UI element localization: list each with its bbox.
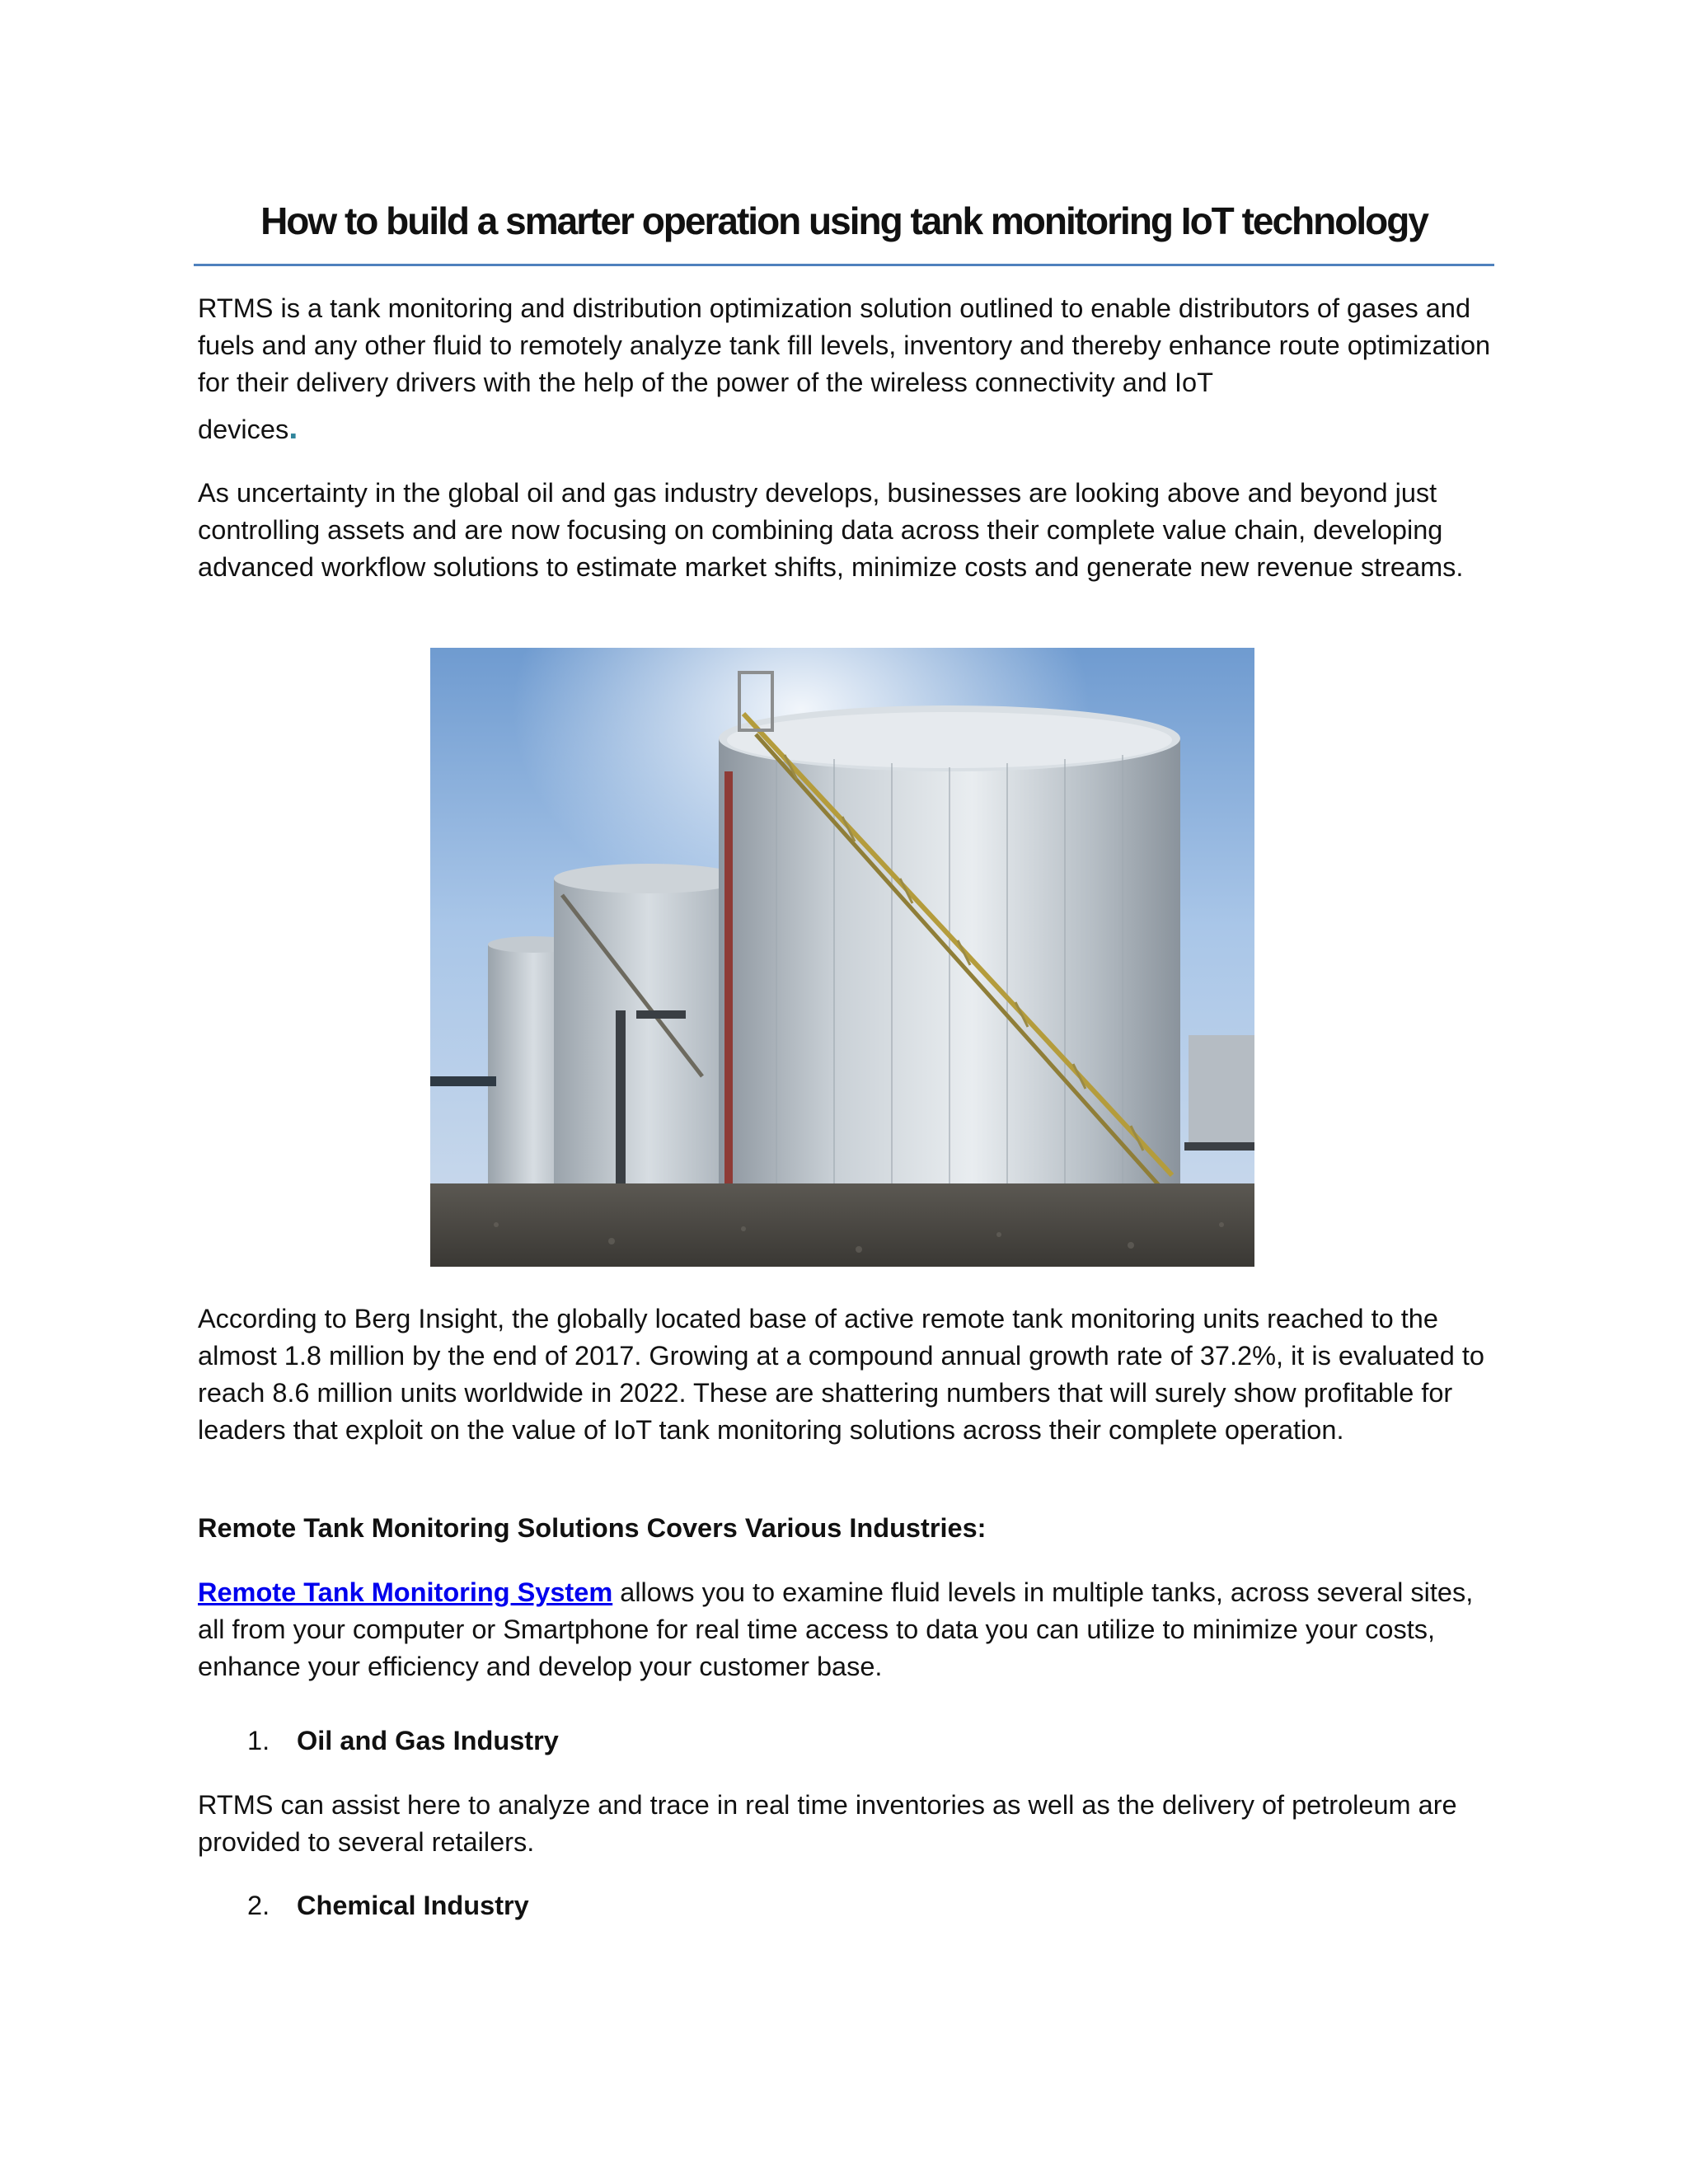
article-title: How to build a smarter operation using tank monitoring IoT technology bbox=[260, 199, 1428, 242]
uncertainty-paragraph: As uncertainty in the global oil and gas industry develops, businesses are looking above and beyond just controlling assets and are now focusing on combining data across their complete value chain, developing advanced workflow solutions to estimate market shifts, minimize costs and generate new revenue streams. bbox=[198, 478, 1464, 582]
remote-tank-monitoring-link[interactable]: Remote Tank Monitoring System bbox=[198, 1577, 613, 1607]
storage-tanks-illustration bbox=[430, 648, 1254, 1267]
rtms-system-paragraph bbox=[198, 1574, 1492, 1685]
list-number: 1. bbox=[247, 1726, 270, 1755]
rtms-system-text: allows you to examine fluid levels in multiple tanks, across several sites, all from your computer or Smartphone for real time access to data you can utilize to minimize your costs, enhance your efficiency and develop your customer base. bbox=[198, 1577, 1474, 1681]
section-heading: Remote Tank Monitoring Solutions Covers Various Industries: bbox=[198, 1513, 987, 1543]
intro-paragraph bbox=[198, 290, 1492, 448]
title-underline bbox=[194, 264, 1494, 266]
intro-tail bbox=[198, 410, 298, 448]
oil-gas-paragraph: RTMS can assist here to analyze and trace in real time inventories as well as the delivery of petroleum are provided to several retailers. bbox=[198, 1790, 1457, 1857]
list-number: 2. bbox=[247, 1891, 270, 1920]
industry-list-item-oil-gas bbox=[247, 1722, 559, 1760]
berg-insight-paragraph: According to Berg Insight, the globally located base of active remote tank monitoring units reached to the almost 1.8 million by the end of 2017. Growing at a compound annual growth rate of 37.2%, it is evaluated to reach 8.6 million units worldwide in 2022. These are shattering numbers that will surely show profitable for leaders that exploit on the value of IoT tank monitoring solutions across their complete operation. bbox=[198, 1304, 1484, 1445]
list-label: Chemical Industry bbox=[297, 1891, 529, 1920]
intro-tail-word: devices bbox=[198, 415, 289, 444]
intro-text: RTMS is a tank monitoring and distribution optimization solution outlined to enable distributors of gases and fuels and any other fluid to remotely analyze tank fill levels, inventory and thereby enhance route optimization for their delivery drivers with the help of the power of the wireless connectivity and IoT bbox=[198, 293, 1491, 397]
industry-list-item-chemical bbox=[247, 1887, 529, 1924]
storage-tanks-photo bbox=[430, 648, 1254, 1267]
accent-dot: . bbox=[288, 410, 298, 446]
list-label: Oil and Gas Industry bbox=[297, 1726, 559, 1755]
